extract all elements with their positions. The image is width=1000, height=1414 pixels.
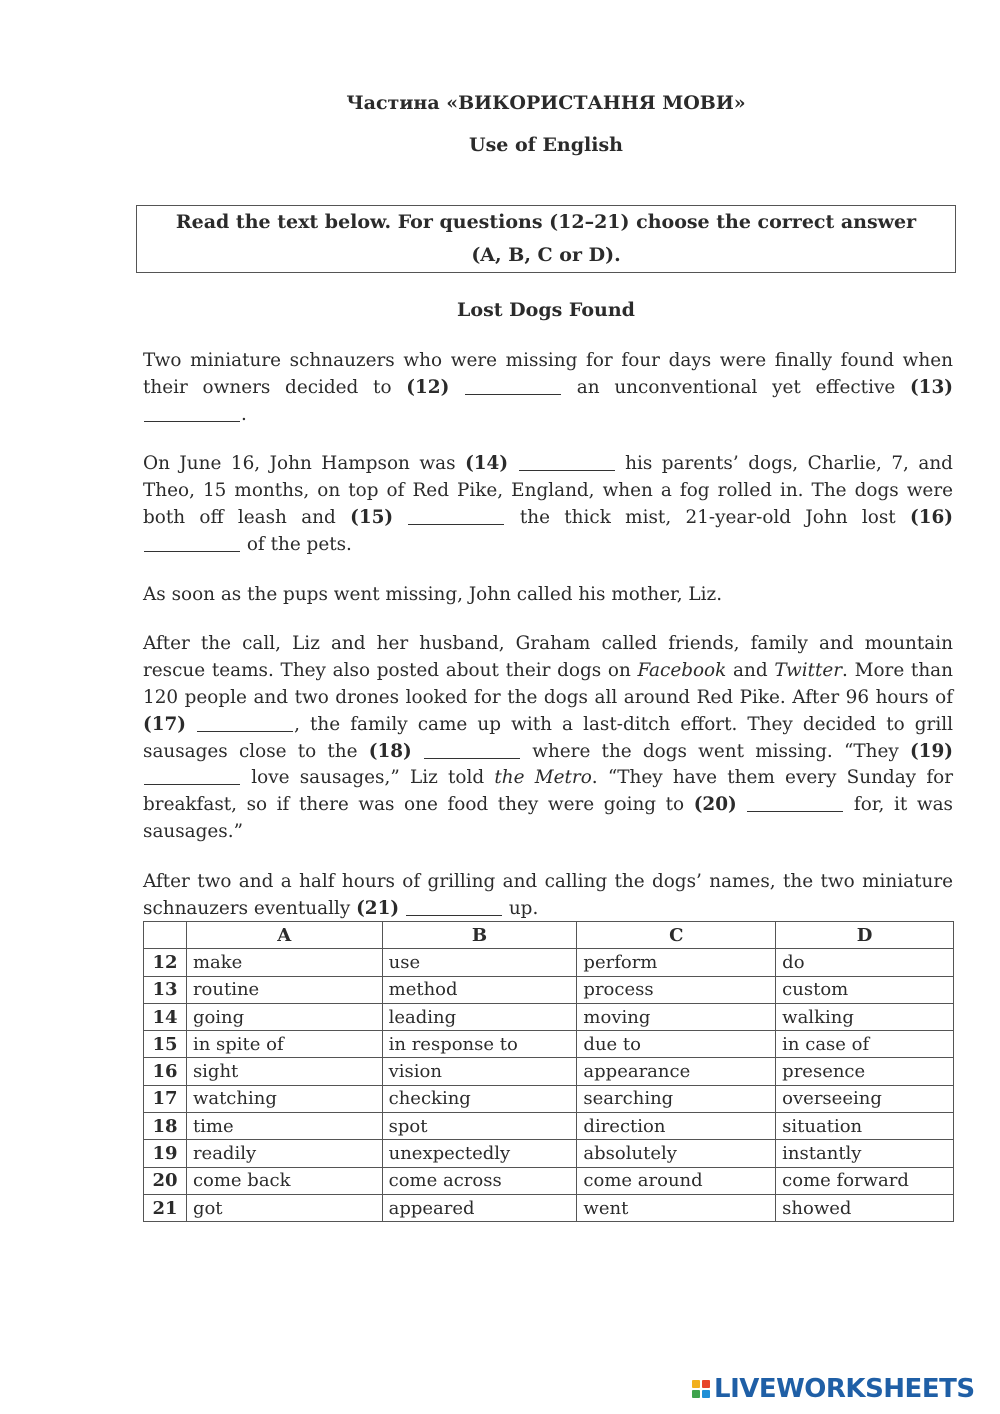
text-segment: , the family came up with a last-ditch effort. They decided to grill sausages close to the <box>143 713 953 762</box>
option-b-cell[interactable]: unexpectedly <box>382 1140 577 1167</box>
question-number-cell: 21 <box>144 1194 187 1221</box>
liveworksheets-logo <box>692 1374 975 1404</box>
question-number: (20) <box>693 794 737 816</box>
option-a-cell[interactable]: sight <box>186 1058 382 1085</box>
text-segment: where the dogs went missing. “They <box>532 740 899 762</box>
paragraph-4 <box>143 631 953 845</box>
table-header-row <box>144 922 954 949</box>
question-number-cell: 15 <box>144 1031 187 1058</box>
facebook-name: Facebook <box>637 660 727 682</box>
table-row <box>144 1113 954 1140</box>
text-segment: . <box>241 403 247 425</box>
option-c-cell[interactable]: searching <box>577 1085 776 1112</box>
paragraph-2 <box>143 451 953 558</box>
logo-text: LIVEWORKSHEETS <box>714 1374 975 1404</box>
section-title: Use of English <box>469 134 623 156</box>
text-segment: After two and a half hours of grilling and calling the dogs’ names, the two miniature schnauzers eventually <box>143 870 953 919</box>
logo-grid-icon <box>692 1380 710 1398</box>
header-cell: C <box>577 922 776 949</box>
option-d-cell[interactable]: do <box>776 949 954 976</box>
text-segment: and <box>733 660 768 682</box>
table-row <box>144 1003 954 1030</box>
instructions-line-2: (A, B, C or D). <box>471 244 621 266</box>
option-a-cell[interactable]: in spite of <box>186 1031 382 1058</box>
option-c-cell[interactable]: process <box>577 976 776 1003</box>
table-row <box>144 1140 954 1167</box>
answer-gap-21[interactable] <box>406 897 502 916</box>
option-a-cell[interactable]: routine <box>186 976 382 1003</box>
option-b-cell[interactable]: come across <box>382 1167 577 1194</box>
header-cell <box>144 922 187 949</box>
text-segment: of the pets. <box>246 533 352 555</box>
option-d-cell[interactable]: custom <box>776 976 954 1003</box>
logo-square-4 <box>702 1390 710 1398</box>
question-number-cell: 12 <box>144 949 187 976</box>
option-a-cell[interactable]: time <box>186 1113 382 1140</box>
option-d-cell[interactable]: showed <box>776 1194 954 1221</box>
twitter-name: Twitter <box>774 660 843 682</box>
logo-square-2 <box>702 1380 710 1388</box>
question-number-cell: 20 <box>144 1167 187 1194</box>
option-c-cell[interactable]: direction <box>577 1113 776 1140</box>
answer-gap-12[interactable] <box>465 376 561 395</box>
metro-name: the Metro <box>494 767 592 789</box>
logo-square-3 <box>692 1390 700 1398</box>
question-number: (16) <box>910 506 953 528</box>
option-a-cell[interactable]: readily <box>186 1140 382 1167</box>
answer-gap-19[interactable] <box>144 766 240 785</box>
option-d-cell[interactable]: presence <box>776 1058 954 1085</box>
option-d-cell[interactable]: come forward <box>776 1167 954 1194</box>
header-cell: D <box>776 922 954 949</box>
option-a-cell[interactable]: got <box>186 1194 382 1221</box>
option-d-cell[interactable]: overseeing <box>776 1085 954 1112</box>
option-b-cell[interactable]: vision <box>382 1058 577 1085</box>
header-cell: B <box>382 922 577 949</box>
paragraph-1 <box>143 348 953 428</box>
text-segment: Two miniature schnauzers who were missing for four days were finally found when their owners decided to <box>143 350 953 398</box>
option-c-cell[interactable]: appearance <box>577 1058 776 1085</box>
option-b-cell[interactable]: appeared <box>382 1194 577 1221</box>
answer-options-table <box>143 921 954 1222</box>
answer-gap-15[interactable] <box>408 506 504 525</box>
answer-gap-13[interactable] <box>144 403 240 422</box>
option-d-cell[interactable]: instantly <box>776 1140 954 1167</box>
question-number: (13) <box>909 376 953 398</box>
table-row <box>144 1085 954 1112</box>
option-c-cell[interactable]: due to <box>577 1031 776 1058</box>
option-a-cell[interactable]: watching <box>186 1085 382 1112</box>
question-number-cell: 19 <box>144 1140 187 1167</box>
text-segment: After the call, Liz and her husband, Graham called friends, family and mountain rescue teams. They also posted about their dogs on <box>143 633 953 682</box>
question-number-cell: 14 <box>144 1003 187 1030</box>
option-a-cell[interactable]: going <box>186 1003 382 1030</box>
table-row <box>144 1167 954 1194</box>
table-row <box>144 949 954 976</box>
text-title: Lost Dogs Found <box>457 299 635 321</box>
option-d-cell[interactable]: situation <box>776 1113 954 1140</box>
text-segment: the thick mist, 21-year-old John lost <box>519 506 896 528</box>
option-c-cell[interactable]: come around <box>577 1167 776 1194</box>
table-row <box>144 1031 954 1058</box>
table-row <box>144 1058 954 1085</box>
question-number: (14) <box>465 453 509 475</box>
answer-gap-20[interactable] <box>747 793 843 812</box>
question-number: (12) <box>406 376 450 398</box>
text-segment: an unconventional yet effective <box>576 376 896 398</box>
option-c-cell[interactable]: perform <box>577 949 776 976</box>
option-b-cell[interactable]: in response to <box>382 1031 577 1058</box>
question-number: (19) <box>909 740 953 762</box>
question-number: (15) <box>350 506 394 528</box>
answer-gap-14[interactable] <box>519 452 615 471</box>
option-d-cell[interactable]: in case of <box>776 1031 954 1058</box>
table-body <box>144 949 954 1222</box>
text-segment: for, it was sausages.” <box>143 794 953 842</box>
question-number: (21) <box>356 897 400 919</box>
header-cell: A <box>186 922 382 949</box>
text-segment: . More than 120 people and two drones looked for the dogs all around Red Pike. After 96 hours of <box>143 660 953 708</box>
option-b-cell[interactable]: leading <box>382 1003 577 1030</box>
instructions-line-1: Read the text below. For questions (12–21) choose the correct answer <box>175 211 917 233</box>
paragraph-3: As soon as the pups went missing, John called his mother, Liz. <box>143 583 723 605</box>
reading-text <box>143 348 953 945</box>
paragraph-5 <box>143 869 953 923</box>
option-c-cell[interactable]: moving <box>577 1003 776 1030</box>
table-row <box>144 1194 954 1221</box>
question-number: (17) <box>143 713 186 735</box>
table-row <box>144 976 954 1003</box>
option-b-cell[interactable]: checking <box>382 1085 577 1112</box>
question-number-cell: 13 <box>144 976 187 1003</box>
option-b-cell[interactable]: use <box>382 949 577 976</box>
text-segment: his parents’ dogs, Charlie, 7, and Theo, 15 months, on top of Red Pike, England, when a fog rolled in. The dogs were both off leash and <box>143 453 953 528</box>
option-b-cell[interactable]: spot <box>382 1113 577 1140</box>
question-number: (18) <box>368 740 412 762</box>
question-number-cell: 18 <box>144 1113 187 1140</box>
text-segment: On June 16, John Hampson was <box>143 453 456 475</box>
option-a-cell[interactable]: come back <box>186 1167 382 1194</box>
answer-gap-16[interactable] <box>144 533 240 552</box>
text-segment: up. <box>508 897 539 919</box>
option-d-cell[interactable]: walking <box>776 1003 954 1030</box>
question-number-cell: 17 <box>144 1085 187 1112</box>
logo-square-1 <box>692 1380 700 1388</box>
option-b-cell[interactable]: method <box>382 976 577 1003</box>
answer-gap-18[interactable] <box>424 740 520 759</box>
text-segment: . “They have them every Sunday for breakfast, so if there was one food they were going to <box>143 767 953 816</box>
answer-gap-17[interactable] <box>197 713 293 732</box>
option-c-cell[interactable]: absolutely <box>577 1140 776 1167</box>
option-c-cell[interactable]: went <box>577 1194 776 1221</box>
part-title: Частина «ВИКОРИСТАННЯ МОВИ» <box>346 92 746 114</box>
question-number-cell: 16 <box>144 1058 187 1085</box>
instructions-box <box>136 205 956 273</box>
option-a-cell[interactable]: make <box>186 949 382 976</box>
text-segment: love sausages,” Liz told <box>251 767 485 789</box>
